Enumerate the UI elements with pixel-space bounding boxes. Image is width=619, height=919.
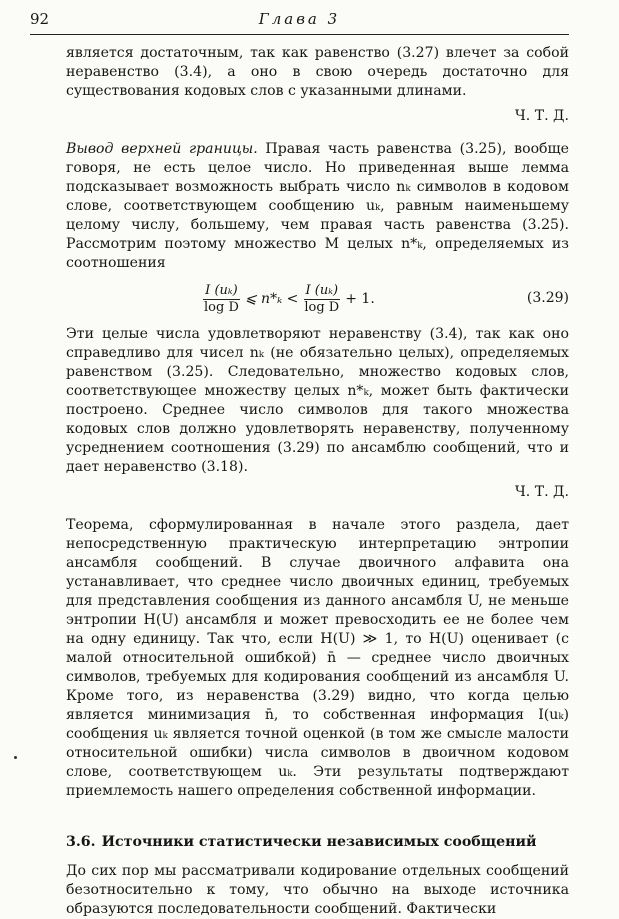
paragraph-2-text: Правая часть равенства (3.25), вообще говоря, не есть целое число. Но приведенная выше лемма подсказывает возможность выбрать число nₖ символов в кодовом слове, соответствующем сообщению uₖ, равным наименьшему целому числу, большему, чем правая часть равенства (3.25). Рассмотрим поэтому множество M целых n*ₖ, определяемых из соотношения <box>66 141 569 271</box>
section-number: 3.6. <box>66 834 96 850</box>
running-head <box>30 10 569 32</box>
paragraph-2 <box>66 140 569 273</box>
paragraph-3: Эти целые числа удовлетворяют неравенству (3.4), так как оно справедливо для чисел nₖ (не обязательно целых), определяемых равенством (3.25). Следовательно, множество кодовых слов, соответствующее множеству целых n*ₖ, может быть фактически построено. Среднее число символов для такого множества кодовых слов должно удовлетворять неравенству, полученному усреднением соотношения (3.29) по ансамблю сообщений, что и дает неравенство (3.18). <box>66 326 569 475</box>
page-number: 92 <box>30 10 50 28</box>
qed-mark-2: Ч. Т. Д. <box>514 484 569 500</box>
margin-dot <box>14 756 17 759</box>
formula-number: (3.29) <box>526 290 569 306</box>
paragraph-5: До сих пор мы рассматривали кодирование отдельных сообщений безотносительно к тому, что обычно на выходе источника образуются последовательности сообщений. Фактически <box>66 863 569 917</box>
page-body <box>66 44 569 919</box>
formula-middle: ⩽ n*ₖ < <box>244 290 299 307</box>
formula-3-29 <box>66 277 569 321</box>
section-title: Источники статистически независимых сообщений <box>101 834 537 850</box>
formula-body <box>202 279 375 319</box>
qed-mark-1: Ч. Т. Д. <box>514 108 569 124</box>
formula-tail: + 1. <box>345 290 375 307</box>
formula-rhs-fraction <box>302 283 341 316</box>
section-heading <box>66 833 569 852</box>
formula-lhs-numerator: I (uₖ) <box>205 282 238 298</box>
formula-lhs-denominator: log D <box>204 299 239 315</box>
header-rule <box>30 34 569 35</box>
formula-rhs-denominator: log D <box>304 299 340 315</box>
formula-lhs-fraction <box>202 283 241 316</box>
formula-rhs-numerator: I (uₖ) <box>305 282 339 298</box>
paragraph-4: Теорема, сформулированная в начале этого раздела, дает непосредственную практическую интерпретацию энтропии ансамбля сообщений. В случае двоичного алфавита она устанавливает, что среднее число двоичных единиц, требуемых для представления сообщения из данного ансамбля U, не меньше энтропии H(U) ансамбля и может превосходить ее не более чем на одну единицу. Так что, если H(U) ≫ 1, то H(U) оценивает (с малой относительной ошибкой) n̄ — среднее число двоичных символов, требуемых для кодирования сообщений из ансамбля U. Кроме того, из неравенства (3.29) видно, что когда целью является минимизация n̄, то собственная информация I(uₖ) сообщения uₖ является точной оценкой (в том же смысле малости относительной ошибки) числа символов в двоичном кодовом слове, соответствующем uₖ. Эти результаты подтверждают приемлемость нашего определения собственной информации. <box>66 517 569 799</box>
paragraph-2-lead: Вывод верхней границы. <box>66 141 258 157</box>
paragraph-1: является достаточным, так как равенство (3.27) влечет за собой неравенство (3.4), а оно в свою очередь достаточно для существования кодовых слов с указанными длинами. <box>66 45 569 99</box>
chapter-title: Глава 3 <box>258 10 341 28</box>
